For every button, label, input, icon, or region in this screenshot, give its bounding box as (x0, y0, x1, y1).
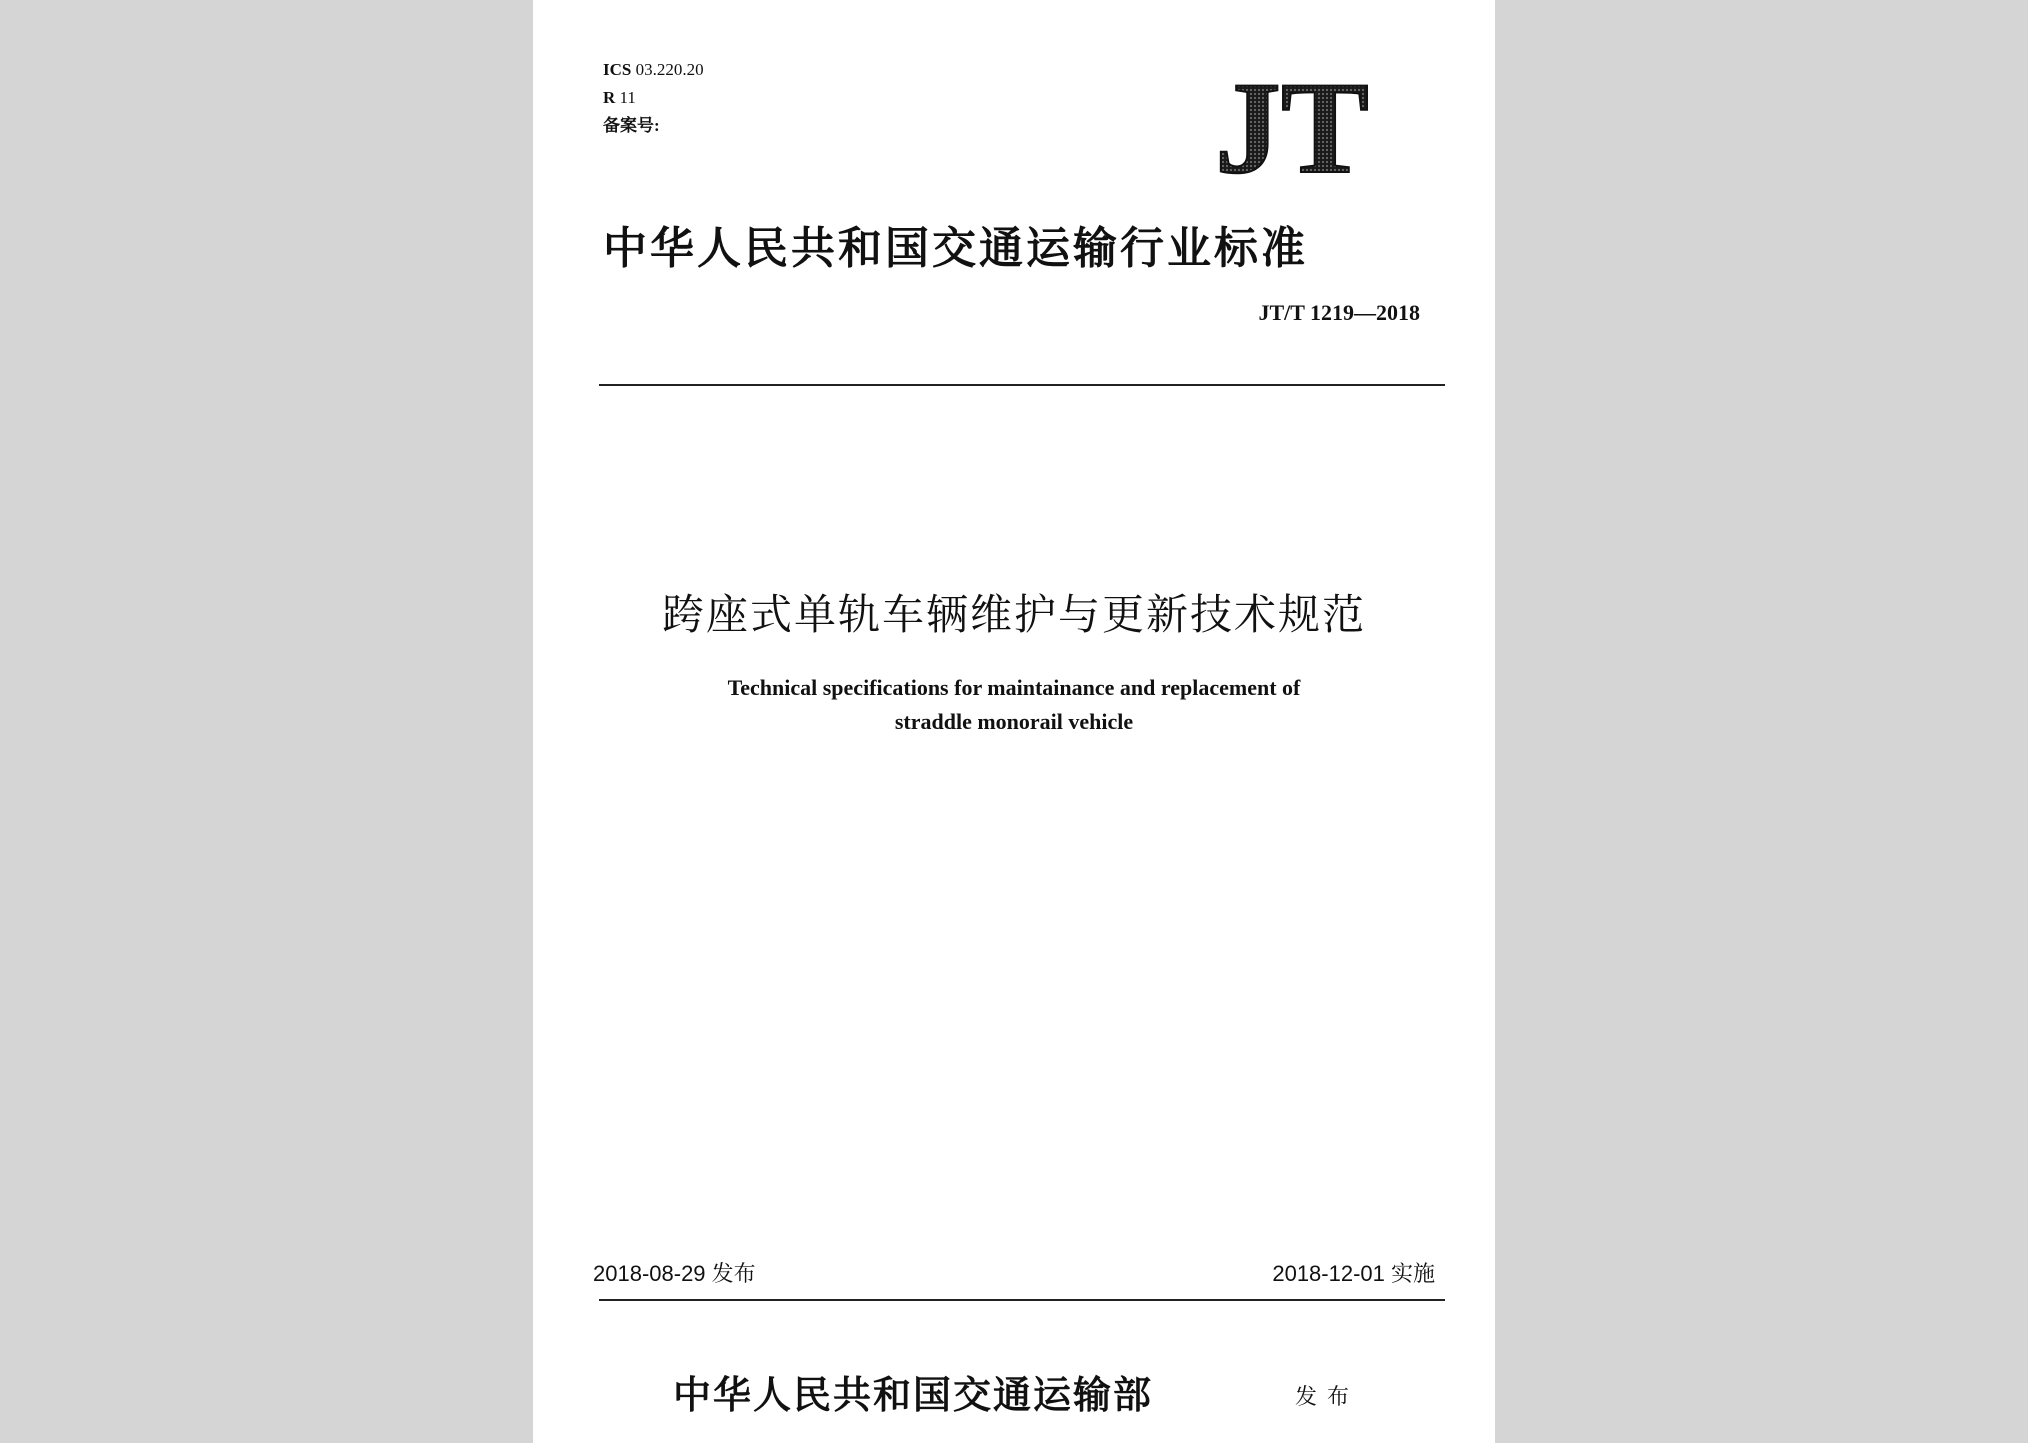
org-title: 中华人民共和国交通运输行业标准 (603, 223, 1308, 274)
r-label: R (603, 88, 616, 107)
release-date: 2018-08-29 发布 (593, 1261, 756, 1286)
footer-divider (599, 1299, 1445, 1301)
ics-line (603, 56, 704, 84)
jt-logo (1189, 72, 1395, 180)
issuer: 中华人民共和国交通运输部 (673, 1372, 1154, 1417)
r-value: 11 (619, 88, 636, 107)
header-divider (599, 384, 1445, 386)
filing-label: 备案号: (603, 116, 660, 135)
title-english-line1: Technical specifications for maintainance and replacement of (727, 675, 1301, 700)
filing-line (603, 112, 660, 140)
ics-value: 03.220.20 (635, 60, 704, 79)
standard-code: JT/T 1219—2018 (1258, 300, 1420, 325)
r-line (603, 84, 636, 112)
title-english-line2: straddle monorail vehicle (894, 709, 1134, 734)
jt-logo-text: JT (1214, 72, 1370, 180)
ics-label: ICS (603, 60, 632, 79)
title-chinese: 跨座式单轨车辆维护与更新技术规范 (661, 590, 1366, 639)
issue-word: 发布 (1295, 1385, 1360, 1410)
implement-date: 2018-12-01 实施 (1272, 1261, 1435, 1286)
document-page (533, 0, 1495, 1443)
